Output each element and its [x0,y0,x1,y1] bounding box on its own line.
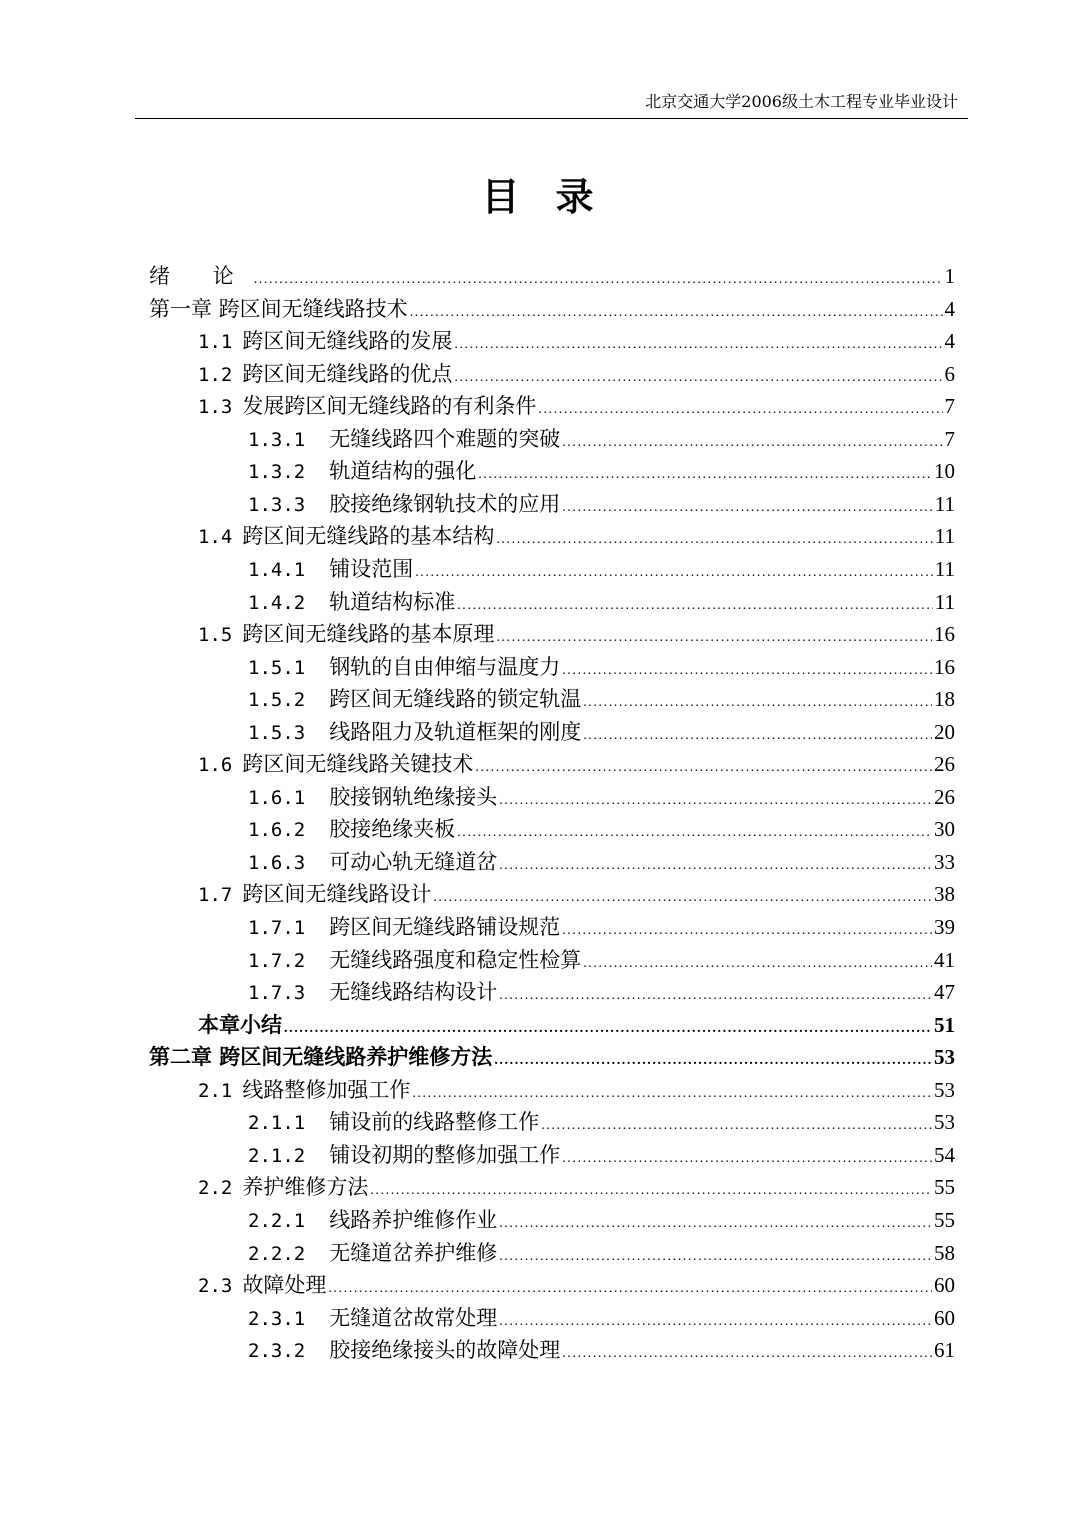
toc-entry-page-number: 11 [934,524,955,549]
toc-entry-number: 1.6.2 [248,819,306,842]
toc-entry-title: 铺设前的线路整修工作 [329,1110,540,1135]
toc-entry-page-number: 7 [944,394,955,419]
toc-entry[interactable] [248,944,955,976]
page-title: 目录 [481,175,630,219]
toc-dot-leader [499,1208,932,1240]
toc-entry-title: 绪 论 [149,264,252,288]
page-header [135,92,968,119]
toc-entry-title: 线路整修加强工作 [242,1077,411,1102]
toc-dot-leader [499,1241,932,1273]
toc-entry-number: 1.2 [198,363,233,386]
toc-dot-leader [412,1078,932,1110]
toc-entry[interactable] [248,1139,955,1171]
toc-entry[interactable] [198,1009,955,1041]
toc-entry-page-number: 54 [934,1142,955,1167]
header-text: 北京交通大学2006级土木工程专业毕业设计 [645,92,958,111]
toc-dot-leader [538,394,942,426]
toc-entry-title: 可动心轨无缝道岔 [329,849,498,874]
toc-entry-title: 跨区间无缝线路的锁定轨温 [329,687,582,712]
toc-entry-page-number: 4 [944,296,955,321]
toc-entry-title: 胶接绝缘接头的故障处理 [329,1338,561,1363]
toc-entry-title: 轨道结构标准 [329,589,456,614]
toc-entry-page-number: 7 [944,426,955,451]
toc-entry-title: 跨区间无缝线路的基本结构 [242,524,495,549]
toc-entry-title: 无缝线路四个难题的突破 [329,426,561,451]
toc-dot-leader [562,427,942,459]
toc-entry-number: 1.6 [198,754,233,777]
toc-entry-number: 1.3.1 [248,428,306,451]
toc-entry-title: 无缝线路结构设计 [329,980,498,1005]
toc-entry-number: 1.7.1 [248,917,306,939]
toc-dot-leader [370,1175,932,1207]
toc-entry-page-number: 33 [934,849,955,874]
toc-entry[interactable] [248,651,955,683]
toc-entry-page-number: 38 [934,882,955,907]
toc-entry-number: 2.3.2 [248,1340,306,1363]
toc-entry[interactable] [198,748,955,780]
toc-dot-leader [496,622,932,654]
toc-dot-leader [328,1273,932,1305]
toc-entry-page-number: 53 [934,1077,955,1102]
toc-dot-leader [433,882,932,914]
toc-dot-leader [254,264,943,296]
toc-entry-number: 1.4 [198,526,233,549]
toc-entry[interactable] [248,716,955,748]
toc-dot-leader [475,752,932,784]
toc-entry[interactable] [198,1171,955,1203]
toc-entry[interactable] [248,455,955,487]
toc-entry-number: 2.1.1 [248,1112,306,1135]
toc-dot-leader [478,459,932,491]
toc-entry[interactable] [248,1237,955,1269]
toc-dot-leader [562,1143,932,1175]
toc-entry[interactable] [248,586,955,618]
toc-entry[interactable] [149,1041,955,1073]
toc-entry-page-number: 41 [934,947,955,972]
toc-entry-number: 1.7 [198,884,233,907]
toc-entry-title: 第二章 跨区间无缝线路养护维修方法 [149,1044,493,1070]
toc-entry[interactable] [198,358,955,390]
toc-entry-number: 1.3.2 [248,461,306,484]
toc-entry-title: 第一章 跨区间无缝线路技术 [149,296,408,321]
toc-entry-page-number: 11 [934,556,955,581]
toc-dot-leader [562,1338,932,1370]
toc-entry-page-number: 61 [934,1338,955,1363]
toc-entry-number: 2.1.2 [248,1144,306,1167]
toc-entry-number: 1.5.1 [248,656,306,679]
toc-dot-leader [494,1045,932,1077]
toc-entry-title: 无缝线路强度和稳定性检算 [329,947,582,972]
toc-entry-page-number: 18 [934,687,955,712]
toc-entry-number: 2.2.2 [248,1242,306,1265]
toc-entry[interactable] [248,1334,955,1366]
toc-entry-page-number: 55 [934,1207,955,1232]
toc-entry-title: 跨区间无缝线路的基本原理 [242,622,495,647]
toc-dot-leader [562,492,933,524]
toc-dot-leader [415,557,933,589]
toc-entry-page-number: 16 [934,654,955,679]
toc-entry-title: 养护维修方法 [242,1175,369,1200]
toc-entry[interactable] [198,390,955,422]
toc-entry-page-number: 11 [934,589,955,614]
toc-dot-leader [562,655,932,687]
toc-entry[interactable] [248,1302,955,1334]
toc-dot-leader [562,915,932,947]
toc-dot-leader [499,785,932,817]
toc-entry-number: 1.4.1 [248,558,306,581]
toc-entry-number: 2.3.1 [248,1307,306,1330]
toc-entry-title: 跨区间无缝线路设计 [242,882,432,907]
toc-dot-leader [583,948,932,980]
toc-entry[interactable] [198,1074,955,1106]
toc-entry-number: 1.1 [198,331,233,354]
toc-entry-number: 1.5 [198,624,233,647]
toc-entry[interactable] [248,781,955,813]
toc-entry-page-number: 55 [934,1175,955,1200]
toc-entry-page-number: 58 [934,1240,955,1265]
toc-entry-page-number: 53 [934,1110,955,1135]
toc-entry[interactable] [248,911,955,943]
toc-entry-number: 1.4.2 [248,591,306,614]
toc-entry-page-number: 20 [934,719,955,744]
toc-dot-leader [499,980,932,1012]
toc-entry-number: 1.6.1 [248,786,306,809]
toc-entry-title: 无缝道岔养护维修 [329,1240,498,1265]
toc-entry[interactable] [198,878,955,910]
toc-entry-title: 胶接绝缘钢轨技术的应用 [329,491,561,516]
toc-entry-title: 跨区间无缝线路关键技术 [242,752,474,777]
toc-entry[interactable] [248,553,955,585]
toc-dot-leader [454,329,942,361]
toc-dot-leader [454,362,942,394]
toc-entry-title: 发展跨区间无缝线路的有利条件 [242,394,537,419]
toc-entry-page-number: 51 [934,1012,955,1037]
toc-entry-number: 1.7.2 [248,949,306,972]
toc-entry-page-number: 60 [934,1305,955,1330]
toc-entry[interactable] [198,618,955,650]
toc-entry[interactable] [248,813,955,845]
toc-entry-page-number: 30 [934,817,955,842]
toc-entry[interactable] [149,260,955,292]
toc-entry-number: 2.1 [198,1079,233,1102]
toc-entry-number: 1.3 [198,396,233,419]
toc-entry-number: 1.3.3 [248,493,306,516]
toc-entry-number: 2.2 [198,1177,233,1200]
toc-entry-number: 1.7.3 [248,982,306,1005]
toc-entry[interactable] [248,846,955,878]
toc-entry-title: 本章小结 [198,1011,282,1037]
toc-entry[interactable] [198,1269,955,1301]
toc-entry-title: 钢轨的自由伸缩与温度力 [329,654,561,679]
toc-entry-page-number: 16 [934,622,955,647]
toc-entry-number: 1.5.2 [248,689,306,712]
toc-entry[interactable] [149,293,955,325]
toc-entry-number: 1.6.3 [248,851,306,874]
toc-entry-title: 跨区间无缝线路的优点 [242,361,453,386]
toc-dot-leader [499,850,932,882]
toc-entry-number: 2.2.1 [248,1209,306,1232]
toc-entry-page-number: 11 [934,491,955,516]
toc-entry-page-number: 1 [944,264,955,288]
toc-entry[interactable] [248,1106,955,1138]
toc-entry-title: 胶接绝缘夹板 [329,817,456,842]
toc-entry-title: 线路阻力及轨道框架的刚度 [329,719,582,744]
toc-entry-title: 无缝道岔故常处理 [329,1305,498,1330]
toc-entry[interactable] [248,1204,955,1236]
toc-entry-page-number: 26 [934,784,955,809]
toc-dot-leader [410,297,943,329]
toc-entry-page-number: 6 [944,361,955,386]
toc-entry-title: 铺设初期的整修加强工作 [329,1142,561,1167]
toc-entry-title: 故障处理 [242,1273,327,1298]
toc-dot-leader [457,590,933,622]
toc-entry[interactable] [248,423,955,455]
toc-entry-page-number: 4 [944,329,955,354]
toc-dot-leader [583,720,932,752]
toc-dot-leader [457,817,932,849]
toc-entry-title: 铺设范围 [329,556,414,581]
toc-entry-title: 跨区间无缝线路铺设规范 [329,915,561,939]
toc-entry-page-number: 60 [934,1273,955,1298]
toc-dot-leader [496,524,932,556]
toc-entry-page-number: 53 [934,1045,955,1070]
toc-entry[interactable] [248,976,955,1008]
toc-entry-page-number: 47 [934,980,955,1005]
toc-entry-number: 1.5.3 [248,721,306,744]
toc-entry[interactable] [198,325,955,357]
toc-entry-title: 跨区间无缝线路的发展 [242,329,453,354]
toc-dot-leader [541,1110,932,1142]
toc-entry-page-number: 39 [934,915,955,939]
toc-dot-leader [499,1306,932,1338]
toc-entry-title: 轨道结构的强化 [329,459,477,484]
toc-entry-title: 线路养护维修作业 [329,1207,498,1232]
toc-entry-page-number: 26 [934,752,955,777]
toc-dot-leader [583,687,932,719]
toc-entry-title: 胶接钢轨绝缘接头 [329,784,498,809]
toc-entry[interactable] [248,488,955,520]
toc-entry[interactable] [248,683,955,715]
toc-entry-number: 2.3 [198,1275,233,1298]
toc-dot-leader [284,1013,932,1045]
toc-entry-page-number: 10 [934,459,955,484]
toc-entry[interactable] [198,520,955,552]
